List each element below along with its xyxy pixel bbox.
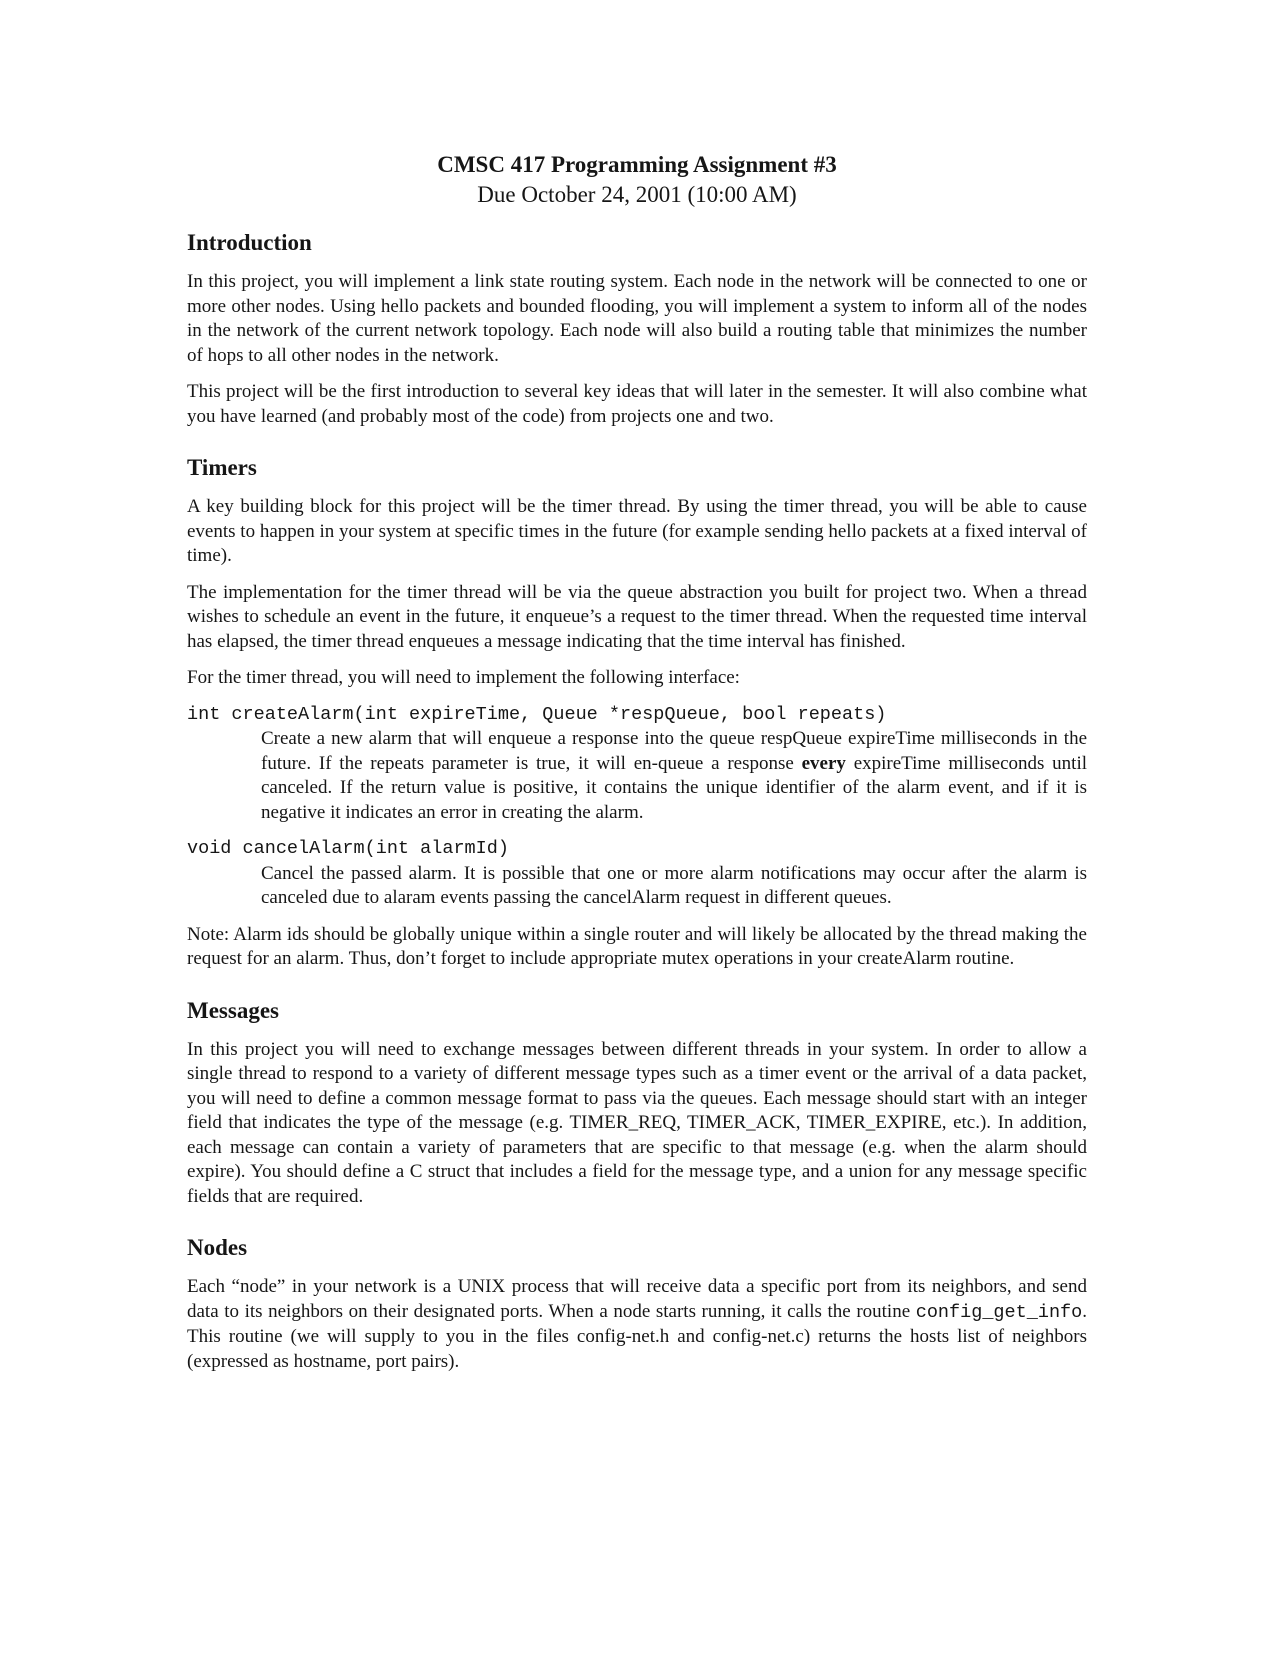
create-alarm-signature: int createAlarm(int expireTime, Queue *respQueue, bool repeats) (187, 703, 887, 725)
due-date: Due October 24, 2001 (10:00 AM) (477, 182, 797, 207)
section-nodes (187, 1233, 1087, 1374)
cancel-alarm-signature: void cancelAlarm(int alarmId) (187, 838, 509, 859)
introduction-paragraph-2: This project will be the first introduction to several key ideas that will later in the semester. It will also combine what you have learned (and probably most of the code) from projects one and two. (187, 381, 1087, 427)
document-title: CMSC 417 Programming Assignment #3 (437, 152, 837, 177)
document-page (187, 150, 1087, 1398)
timers-note: Note: Alarm ids should be globally unique within a single router and will likely be allocated by the thread making the request for an alarm. Thus, don’t forget to include appropriate mutex operations in your createAlarm routine. (187, 923, 1087, 969)
config-get-info-code: config_get_info (915, 1301, 1083, 1323)
create-alarm-description (261, 727, 1087, 825)
timers-paragraph-1: A key building block for this project will be the timer thread. By using the timer thread, you will be able to cause events to happen in your system at specific times in the future (for example sending hello packets at a fixed interval of time). (187, 496, 1087, 566)
nodes-paragraph-part-a: Each “node” in your network is a UNIX process that will receive data a specific port from its neighbors, and send data to its neighbors on their designated ports. When a node starts running, it calls the routine (187, 1276, 1087, 1322)
cancel-alarm-definition (187, 837, 1087, 911)
nodes-paragraph-part-b: . This routine (we will supply to you in the files config-net.h and config-net.c) returns the hosts list of neighbors (expressed as hostname, port pairs). (187, 1300, 1087, 1372)
timers-heading: Timers (187, 455, 257, 480)
section-timers (187, 453, 1087, 972)
section-messages (187, 996, 1087, 1210)
introduction-heading: Introduction (187, 230, 312, 255)
cancel-alarm-description: Cancel the passed alarm. It is possible that one or more alarm notifications may occur after the alarm is canceled due to alaram events passing the cancelAlarm request in different queues. (261, 862, 1087, 908)
create-alarm-definition (187, 703, 1087, 826)
messages-paragraph-1: In this project you will need to exchange messages between different threads in your system. In order to allow a single thread to respond to a variety of different message types such as a timer event or the arrival of a data packet, you will need to define a common message format to pass via the queues. Each message should start with an integer field that indicates the type of the message (e.g. TIMER_REQ, TIMER_ACK, TIMER_EXPIRE, etc.). In addition, each message can contain a variety of parameters that are specific to that message (e.g. when the alarm should expire). You should define a C struct that includes a field for the message type, and a union for any message specific fields that are required. (187, 1038, 1087, 1207)
nodes-paragraph-1 (187, 1275, 1087, 1374)
messages-heading: Messages (187, 997, 279, 1023)
title-block (187, 150, 1087, 210)
section-introduction (187, 228, 1087, 429)
create-alarm-desc-part-a: Create a new alarm that will enqueue a response into the queue respQueue expireTime milliseconds in the future. If the repeats parameter is true, it will en-queue a response (261, 728, 1087, 774)
nodes-heading: Nodes (187, 1235, 248, 1260)
introduction-paragraph-1: In this project, you will implement a link state routing system. Each node in the network will be connected to one or more other nodes. Using hello packets and bounded flooding, you will implement a system to inform all of the nodes in the network of the current network topology. Each node will also build a routing table that minimizes the number of hops to all other nodes in the network. (187, 271, 1087, 366)
timers-paragraph-3: For the timer thread, you will need to implement the following interface: (187, 667, 740, 688)
create-alarm-desc-part-b: expireTime milliseconds until canceled. If the return value is positive, it contains the unique identifier of the alarm event, and if it is negative it indicates an error in creating the alarm. (261, 752, 1088, 823)
timers-paragraph-2: The implementation for the timer thread will be via the queue abstraction you built for project two. When a thread wishes to schedule an event in the future, it enqueue’s a request to the timer thread. When the requested time interval has elapsed, the timer thread enqueues a message indicating that the time interval has finished. (187, 581, 1087, 652)
create-alarm-desc-bold: every (801, 752, 846, 774)
